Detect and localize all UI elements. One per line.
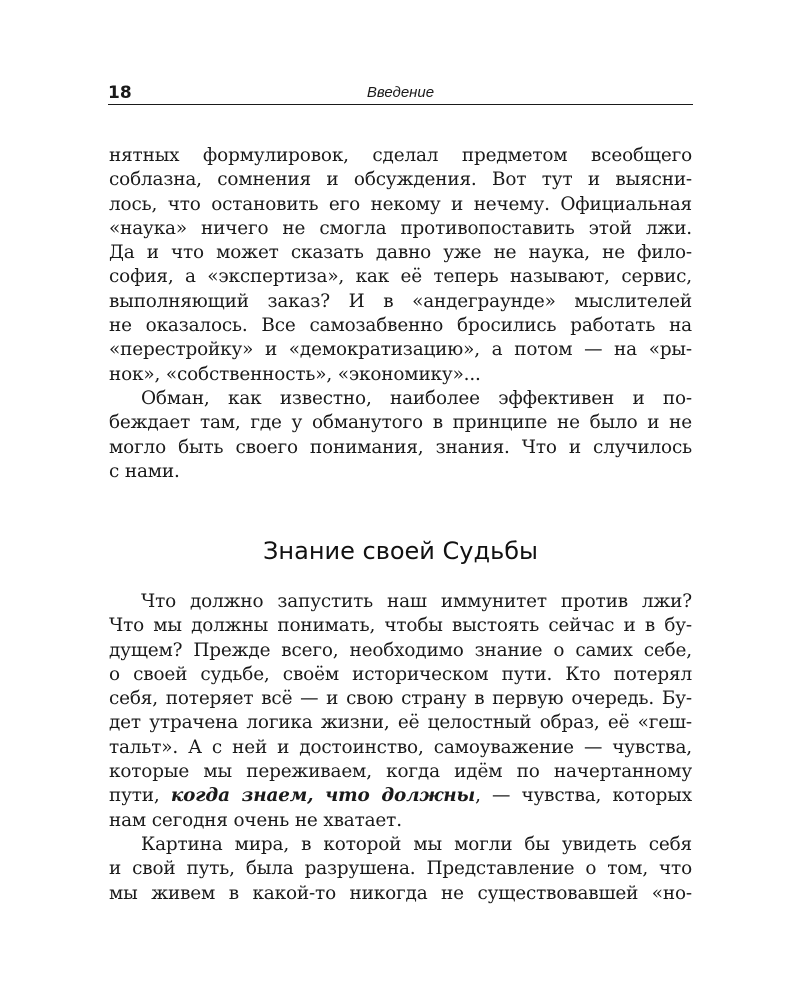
text-line: лось, что остановить его некому и нечему. Официальная <box>109 193 692 215</box>
text-line: нок», «собственность», «экономику»... <box>109 363 481 385</box>
paragraph-start: Обман, как известно, наиболее эффективен и по- <box>141 387 692 409</box>
text-block-bottom <box>109 590 692 906</box>
text-block-top <box>109 144 692 484</box>
paragraph-start: Картина мира, в которой мы могли бы увидеть себя <box>141 833 692 855</box>
text-line: дет утрачена логика жизни, её целостный образ, её «геш- <box>109 712 692 734</box>
text-line: и свой путь, была разрушена. Представление о том, что <box>109 858 692 880</box>
text-line: могло быть своего понимания, знания. Что и случилось <box>109 436 692 458</box>
text-line: не оказалось. Все самозабвенно бросились работать на <box>109 315 692 337</box>
text-line: себя, потеряет всё — и свою страну в первую очередь. Бу- <box>109 688 692 710</box>
text-line: о своей судьбе, своём историческом пути. Кто потерял <box>109 663 692 685</box>
text-line: мы живем в какой-то никогда не существовавшей «но- <box>109 882 692 904</box>
text-line: выполняющий заказ? И в «андеграунде» мыслителей <box>109 290 692 312</box>
page-number: 18 <box>108 83 132 103</box>
emphasized-text: когда знаем, что должны <box>170 785 476 807</box>
text-fragment: , — чувства, которых <box>475 785 692 807</box>
section-title: Введение <box>366 84 435 101</box>
text-line: нятных формулировок, сделал предметом всеобщего <box>109 145 692 166</box>
text-line: Да и что может сказать давно уже не наука, не фило- <box>109 242 692 264</box>
text-line: «наука» ничего не смогла противопоставить этой лжи. <box>109 217 692 239</box>
text-fragment: пути, <box>109 785 171 807</box>
running-header <box>108 82 693 105</box>
text-line: Что мы должны понимать, чтобы выстоять сейчас и в бу- <box>109 615 692 637</box>
text-line: с нами. <box>109 460 180 482</box>
text-line: нам сегодня очень не хватает. <box>109 809 402 831</box>
text-line: беждает там, где у обманутого в принципе не было и не <box>109 412 692 434</box>
text-line-with-emphasis <box>109 784 692 808</box>
paragraph-start: Что должно запустить наш иммунитет против лжи? <box>141 591 692 612</box>
text-line: софия, а «экспертиза», как её теперь называют, сервис, <box>109 266 692 288</box>
text-line: соблазна, сомнения и обсуждения. Вот тут и выясни- <box>109 169 692 191</box>
text-line: тальт». А с ней и достоинство, самоуважение — чувства, <box>109 736 692 758</box>
section-heading: Знание своей Судьбы <box>263 537 538 565</box>
text-line: дущем? Прежде всего, необходимо знание о самих себе, <box>109 639 692 661</box>
text-line: которые мы переживаем, когда идём по начертанному <box>109 761 692 783</box>
text-line: «перестройку» и «демократизацию», а потом — на «ры- <box>109 339 692 361</box>
